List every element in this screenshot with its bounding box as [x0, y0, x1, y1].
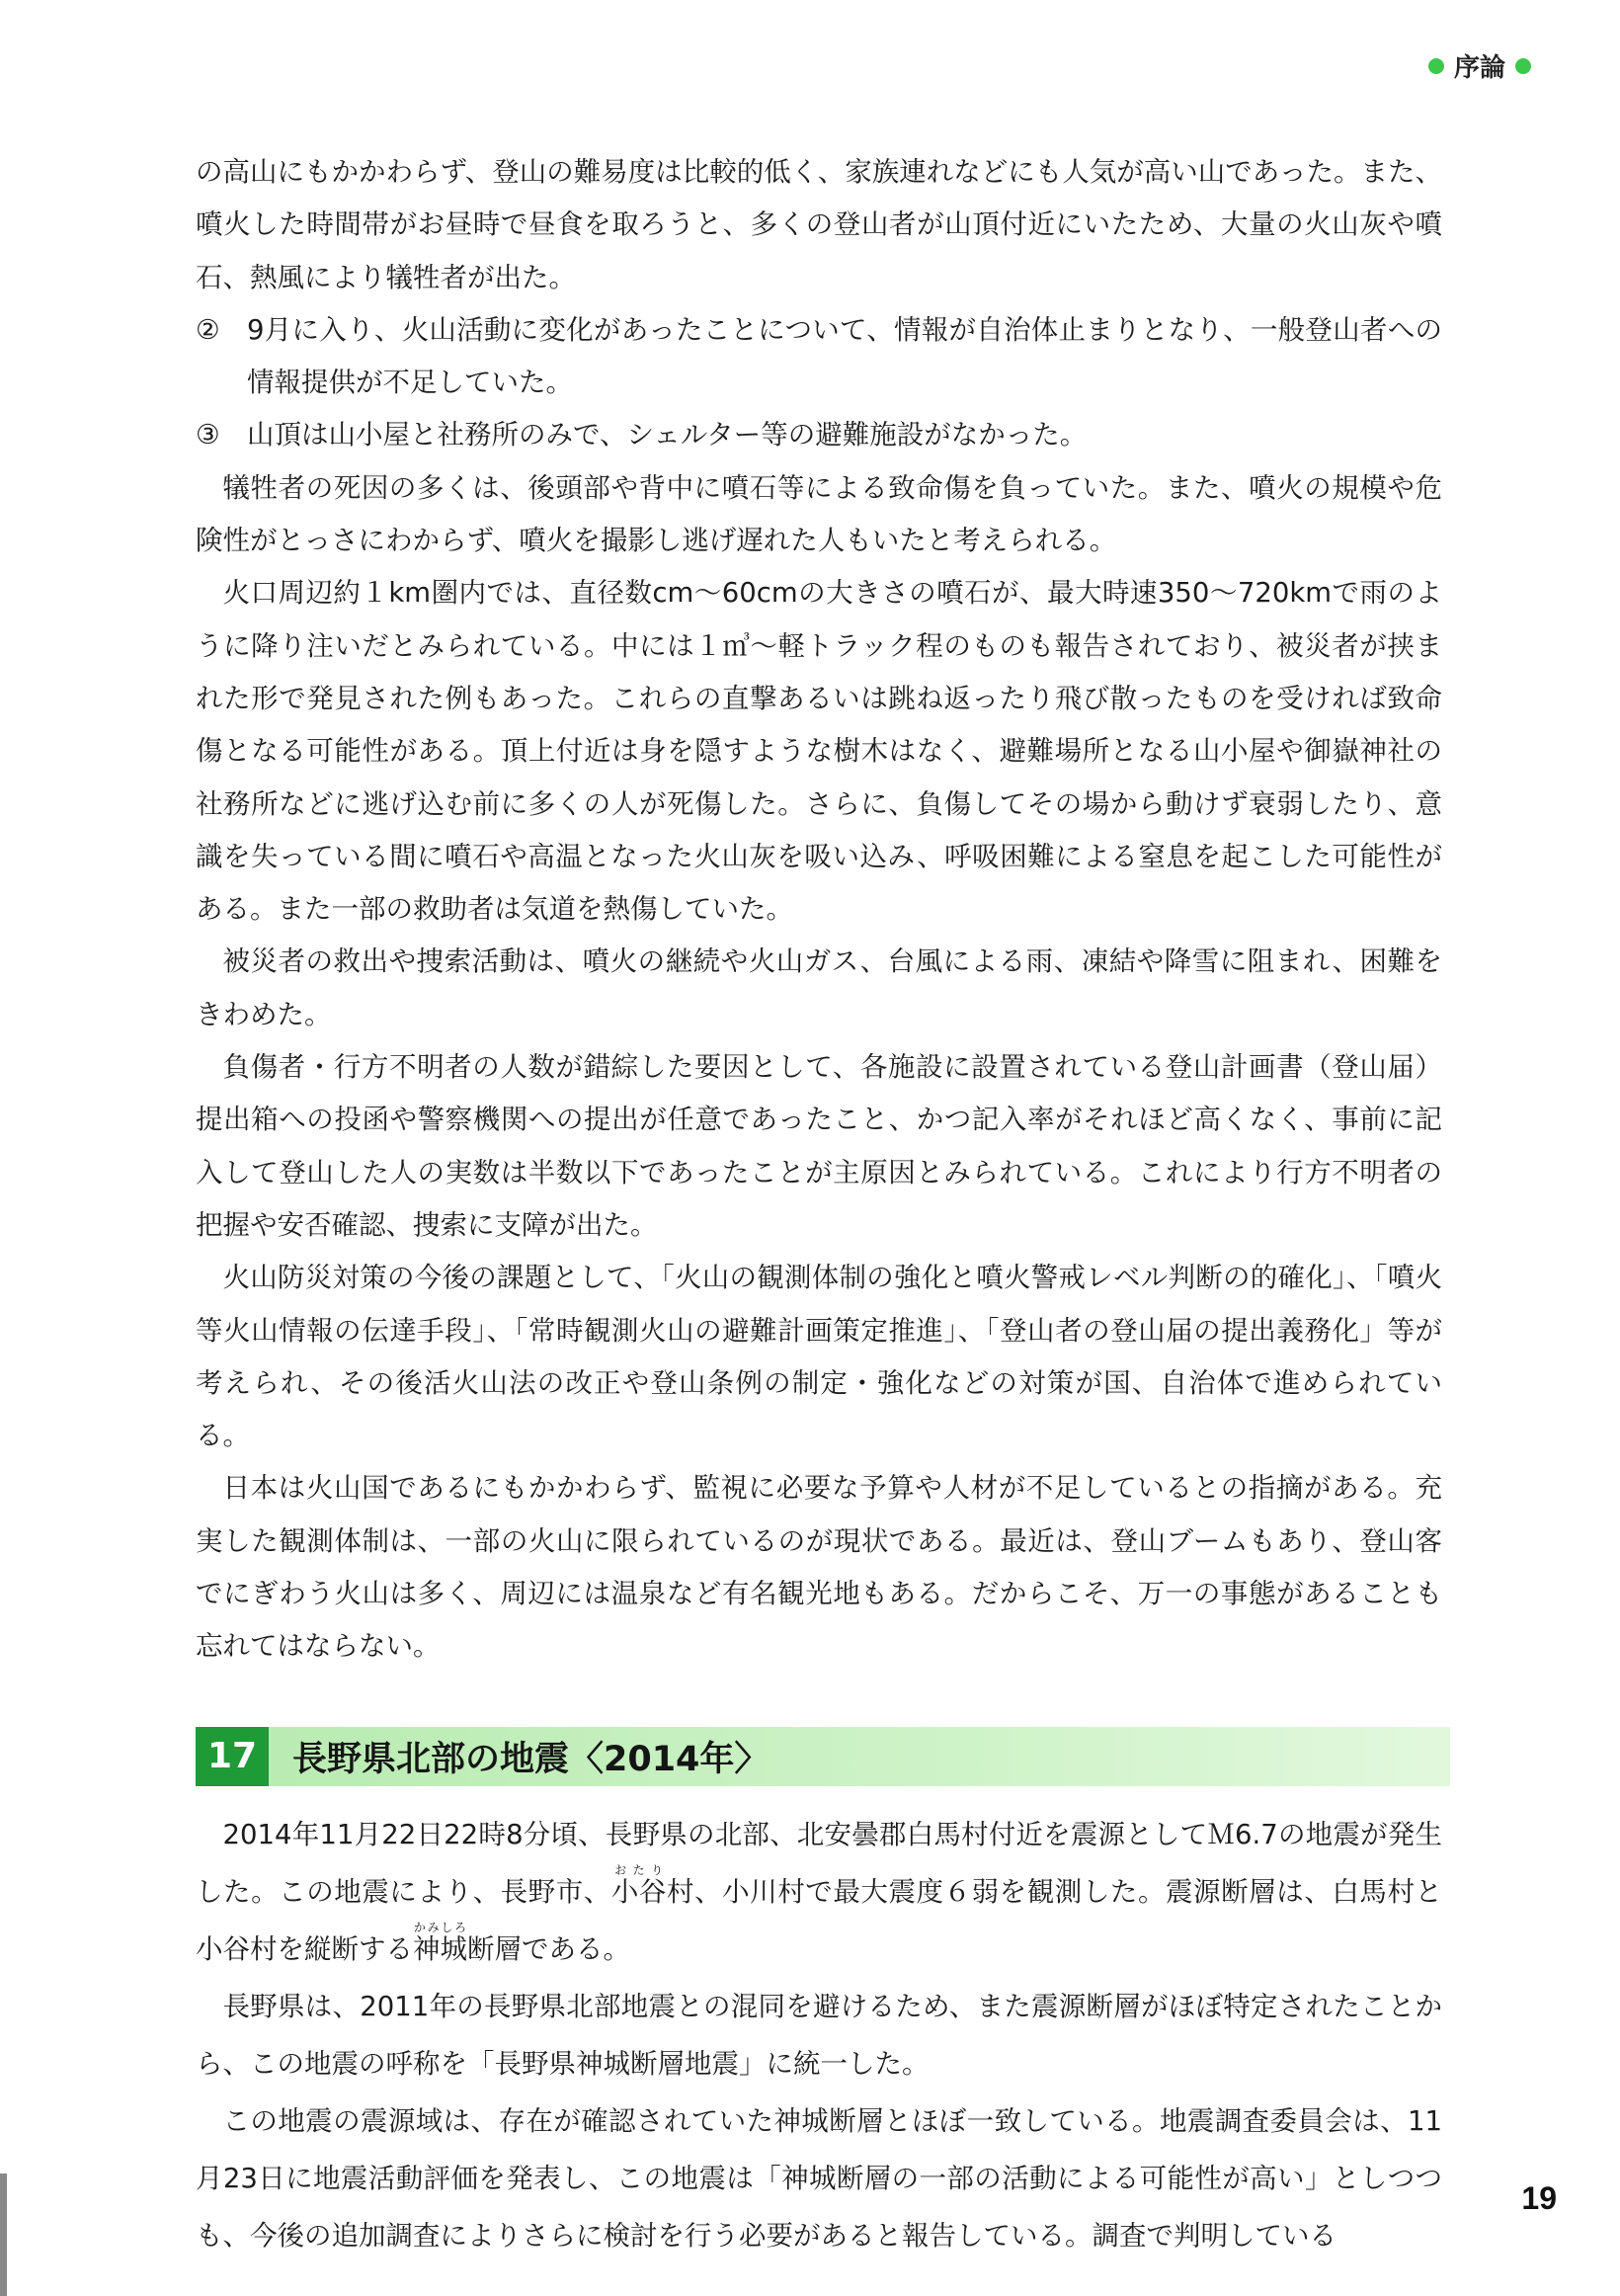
bullet-dot-icon [1428, 58, 1444, 74]
page-number: 19 [1521, 2180, 1557, 2216]
page-edge-mark [0, 2173, 7, 2296]
paragraph-text: 断層である。 [467, 1932, 630, 1965]
list-item-text: 9月に入り、火山活動に変化があったことについて、情報が自治体止まりとなり、一般登山者への情報提供が不足していた。 [247, 313, 1442, 399]
paragraph: 火山防災対策の今後の課題として、「火山の観測体制の強化と噴火警戒レベル判断の的確化」、「噴火等火山情報の伝達手段」、「常時観測火山の避難計画策定推進」、「登山者の登山届の提出義務化」等が考えられ、その後活火山法の改正や登山条例の制定・強化などの対策が国、自治体で進められている。 [196, 1262, 1442, 1452]
paragraph: 長野県は、2011年の長野県北部地震との混同を避けるため、また震源断層がほぼ特定されたことから、この地震の呼称を「長野県神城断層地震」に統一した。 [196, 1990, 1442, 2080]
paragraph-continuation: の高山にもかかわらず、登山の難易度は比較的低く、家族連れなどにも人気が高い山であった。また、噴火した時間帯がお昼時で昼食を取ろうと、多くの登山者が山頂付近にいたため、大量の火山灰や噴石、熱風により犠牲者が出た。 [196, 156, 1442, 293]
paragraph: 火口周辺約１km圏内では、直径数cm～60cmの大きさの噴石が、最大時速350～720kmで雨のように降り注いだとみられている。中には１㎥～軽トラック程のものも報告されており、被災者が挟まれた形で発見された例もあった。これらの直撃あるいは跳ね返ったり飛び散ったものを受ければ致命傷となる可能性がある。頂上付近は身を隠すような樹木はなく、避難場所となる山小屋や御嶽神社の社務所などに逃げ込む前に多くの人が死傷した。さらに、負傷してその場から動けず衰弱したり、意識を失っている間に噴石や高温となった火山灰を吸い込み、呼吸困難による窒息を起こした可能性がある。また一部の救助者は気道を熱傷していた。 [196, 577, 1442, 926]
furigana-word [413, 1920, 467, 1965]
list-item [196, 409, 1442, 461]
body-text [196, 146, 1442, 2264]
ruby-base: 小谷 [610, 1875, 667, 1908]
section-label: 序論 [1453, 53, 1505, 83]
list-item [196, 304, 1442, 410]
furigana-word [610, 1862, 667, 1908]
paragraph: 負傷者・行方不明者の人数が錯綜した要因として、各施設に設置されている登山計画書（登山届）提出箱への投函や警察機関への提出が任意であったこと、かつ記入率がそれほど高くなく、事前に記入して登山した人の実数は半数以下であったことが主原因とみられている。これにより行方不明者の把握や安否確認、捜索に支障が出た。 [196, 1051, 1442, 1241]
section-number-badge: 17 [196, 1727, 269, 1786]
list-item-number: ② [196, 313, 220, 346]
section-heading [196, 1727, 1442, 1786]
paragraph: 日本は火山国であるにもかかわらず、監視に必要な予算や人材が不足しているとの指摘がある。充実した観測体制は、一部の火山に限られているのが現状である。最近は、登山ブームもあり、登山客でにぎわう火山は多く、周辺には温泉など有名観光地もある。だからこそ、万一の事態があることも忘れてはならない。 [196, 1472, 1442, 1663]
section-header-tag [1428, 47, 1531, 84]
ruby-base: 神城 [413, 1932, 467, 1965]
section-title: 長野県北部の地震〈2014年〉 [292, 1739, 770, 1779]
paragraph-text: 村、小川村で最大震度６弱を観測した。震源断層は、白馬村と小谷村を縦断する [196, 1875, 1443, 1965]
section-body [196, 1806, 1442, 2264]
paragraph: 犠牲者の死因の多くは、後頭部や背中に噴石等による致命傷を負っていた。また、噴火の規模や危険性がとっさにわからず、噴火を撮影し逃げ遅れた人もいたと考えられる。 [196, 471, 1442, 557]
paragraph [196, 1806, 1442, 1978]
paragraph-text: 2014年11月22日22時8分頃、長野県の北部、北安曇郡白馬村付近を震源としてＭ6.7の地震が発生した。この地震により、長野市、 [196, 1818, 1442, 1908]
furigana: かみしろ [413, 1920, 467, 1934]
list-item-number: ③ [196, 419, 220, 451]
bullet-dot-icon [1515, 58, 1531, 74]
paragraph: この地震の震源域は、存在が確認されていた神城断層とほぼ一致している。地震調査委員会は、11月23日に地震活動評価を発表し、この地震は「神城断層の一部の活動による可能性が高い」としつつも、今後の追加調査によりさらに検討を行う必要があると報告している。調査で判明している [196, 2104, 1442, 2252]
paragraph: 被災者の救出や捜索活動は、噴火の継続や火山ガス、台風による雨、凍結や降雪に阻まれ、困難をきわめた。 [196, 945, 1442, 1030]
furigana: おたり [610, 1862, 667, 1877]
list-item-text: 山頂は山小屋と社務所のみで、シェルター等の避難施設がなかった。 [247, 419, 1088, 451]
